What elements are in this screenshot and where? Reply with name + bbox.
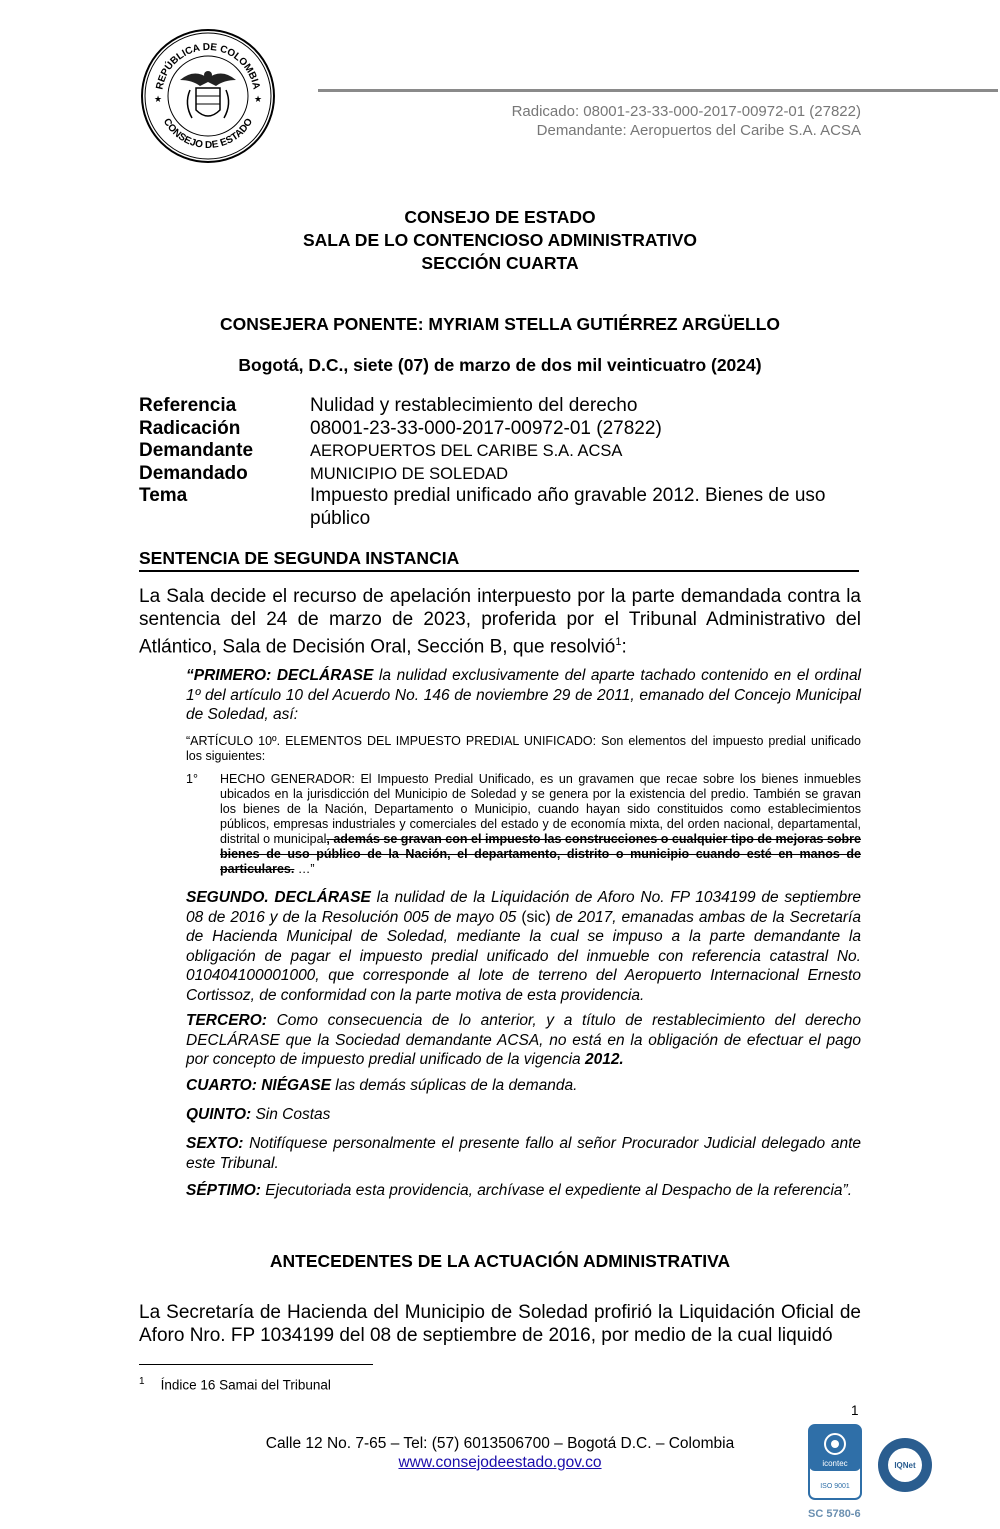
segundo-label: SEGUNDO. DECLÁRASE <box>186 889 371 906</box>
cuarto-label: CUARTO: NIÉGASE <box>186 1077 331 1094</box>
title-consejo: CONSEJO DE ESTADO <box>404 207 596 227</box>
iqnet-logo <box>876 1436 934 1494</box>
resolvio-sexto <box>186 1134 861 1173</box>
icontec-iso-logo <box>808 1424 862 1500</box>
tercero-label: TERCERO: <box>186 1012 267 1029</box>
quinto-text: Sin Costas <box>251 1106 331 1123</box>
footer-website-link[interactable]: www.consejodeestado.gov.co <box>398 1454 602 1471</box>
header-rule <box>318 89 998 92</box>
svg-text:★: ★ <box>254 95 263 105</box>
seal-top-text: REPÚBLICA DE COLOMBIA <box>154 41 262 91</box>
item-end: …” <box>294 862 315 876</box>
resolvio-primero <box>186 666 861 725</box>
title-seccion: SECCIÓN CUARTA <box>421 253 579 273</box>
footnote <box>139 1376 331 1393</box>
ref-value: Nulidad y restablecimiento del derecho <box>310 395 638 416</box>
ref-key: Demandado <box>139 462 248 484</box>
segundo-text1: la nulidad de la Liquidación de Aforo No. FP 1034199 de septiembre 08 de 2016 y de la Resolución 005 de mayo 05 <box>186 889 862 926</box>
ref-value: 08001-23-33-000-2017-00972-01 (27822) <box>310 417 662 439</box>
sexto-text: Notifíquese personalmente el presente fallo al señor Procurador Judicial delegado ante este Tribunal. <box>186 1135 861 1172</box>
ref-row-referencia <box>139 395 861 418</box>
struck-text: , además se gravan con el impuesto las construcciones o cualquier tipo de mejoras sobre bienes de uso público de la Nación, el departamento, distrito o municipio cuando esté en manos de particulares. <box>220 832 861 876</box>
title-fecha: Bogotá, D.C., siete (07) de marzo de dos mil veinticuatro (2024) <box>238 355 762 375</box>
sc-code: SC 5780-6 <box>808 1508 861 1520</box>
antecedentes-paragraph: La Secretaría de Hacienda del Municipio de Soledad profirió la Liquidación Oficial de Aforo Nro. FP 1034199 del 08 de septiembre de 2016, por medio de la cual liquidó <box>139 1302 861 1346</box>
primero-text: la nulidad exclusivamente del aparte tachado contenido en el ordinal 1º del artículo 10 del Acuerdo No. 146 de noviembre 29 de 2011, emanado del Concejo Municipal de Soledad, así: <box>186 667 862 723</box>
footnote-text: Índice 16 Samai del Tribunal <box>160 1377 331 1393</box>
svg-text:CONSEJO DE ESTADO <box>161 117 255 151</box>
ref-key: Tema <box>139 485 188 506</box>
svg-text:★: ★ <box>154 95 163 105</box>
ref-row-tema <box>139 485 861 530</box>
resolvio-quinto <box>186 1105 861 1125</box>
footnote-ref[interactable]: 1 <box>615 636 622 648</box>
intro-text: La Sala decide el recurso de apelación interpuesto por la parte demandada contra la sentencia del 24 de marzo de 2023, proferida por el Tribunal Administrativo del Atlántico, Sala de Decisión Oral, Sección B, que resolvió <box>139 586 861 658</box>
intro-end: : <box>621 636 627 658</box>
primero-label: “PRIMERO: DECLÁRASE <box>186 667 374 684</box>
header-demandante: Demandante: Aeropuertos del Caribe S.A. ACSA <box>536 122 861 139</box>
iso-label: ISO 9001 <box>820 1483 850 1490</box>
reference-table <box>139 395 861 530</box>
quinto-label: QUINTO: <box>186 1106 252 1123</box>
title-ponente: CONSEJERA PONENTE: MYRIAM STELLA GUTIÉRREZ ARGÜELLO <box>219 314 781 334</box>
cuarto-text: las demás súplicas de la demanda. <box>330 1077 578 1094</box>
resolvio-septimo <box>186 1181 861 1201</box>
resolvio-segundo <box>186 888 861 1005</box>
ref-row-radicacion <box>139 418 861 441</box>
item-text: HECHO GENERADOR: El Impuesto Predial Unificado, es un gravamen que recae sobre los bienes inmuebles ubicados en la jurisdicción del Municipio de Soledad y se genera por la existencia del predio. También se gravan los bienes de la Nación, Departamento o Municipio, cuando hayan sido constituidos como establecimientos públicos, empresas industriales y comerciales del estado y de economía mixta, del orden nacional, departamental, distrital o municipal <box>220 772 861 846</box>
ref-value: AEROPUERTOS DEL CARIBE S.A. ACSA <box>310 442 623 460</box>
ref-key: Demandante <box>139 440 254 461</box>
ref-value: MUNICIPIO DE SOLEDAD <box>310 464 509 483</box>
page-number: 1 <box>851 1403 859 1418</box>
septimo-label: SÉPTIMO: <box>186 1182 261 1199</box>
resolvio-cuarto <box>186 1076 861 1096</box>
intro-paragraph <box>139 585 861 658</box>
septimo-text: Ejecutoriada esta providencia, archívase el expediente al Despacho de la referencia”. <box>260 1182 852 1199</box>
tercero-year: 2012. <box>584 1051 624 1068</box>
icontec-label: icontec <box>822 1459 848 1468</box>
footnote-number: 1 <box>139 1376 145 1387</box>
sentencia-heading: SENTENCIA DE SEGUNDA INSTANCIA <box>139 548 859 572</box>
title-sala: SALA DE LO CONTENCIOSO ADMINISTRATIVO <box>302 230 698 250</box>
consejo-de-estado-seal <box>140 28 276 164</box>
item-number: 1° <box>186 772 198 786</box>
ref-key: Radicación <box>139 417 241 439</box>
seal-bottom-text: CONSEJO DE ESTADO <box>160 116 256 152</box>
ref-row-demandante <box>139 440 861 463</box>
ref-key: Referencia <box>139 395 237 416</box>
segundo-text2: de 2017, emanadas ambas de la Secretaría de Hacienda Municipal de Soledad, mediante la cual se impuso a la parte demandante la obligación de pagar el impuesto predial unificado del inmueble con referencia catastral No. 010404100001000, que corresponde al lote de terreno del Aeropuerto Internacional Ernesto Cortissoz, de conformidad con la parte motiva de esta providencia. <box>186 908 861 1004</box>
ref-row-demandado <box>139 463 861 486</box>
tercero-text: Como consecuencia de lo anterior, y a título de restablecimiento del derecho DECLÁRASE que la Sociedad demandante ACSA, no está en la obligación de efectuar el pago por concepto de impuesto predial unificado de la vigencia <box>186 1012 861 1068</box>
header-meta <box>512 102 861 140</box>
hecho-generador <box>220 772 861 877</box>
sic-text: (sic) <box>521 908 551 926</box>
sexto-label: SEXTO: <box>186 1135 244 1152</box>
footer-address: Calle 12 No. 7-65 – Tel: (57) 6013506700 – Bogotá D.C. – Colombia <box>265 1435 735 1452</box>
resolvio-tercero <box>186 1011 861 1070</box>
ref-value: Impuesto predial unificado año gravable 2012. Bienes de uso público <box>310 485 826 529</box>
articulo-10: “ARTÍCULO 10º. ELEMENTOS DEL IMPUESTO PREDIAL UNIFICADO: Son elementos del impuesto predial unificado los siguientes: <box>186 734 861 763</box>
header-radicado: Radicado: 08001-23-33-000-2017-00972-01 (27822) <box>511 103 861 120</box>
iqnet-label: IQNet <box>894 1461 916 1470</box>
antecedentes-heading: ANTECEDENTES DE LA ACTUACIÓN ADMINISTRATIVA <box>269 1251 731 1271</box>
footnote-rule <box>139 1364 373 1365</box>
